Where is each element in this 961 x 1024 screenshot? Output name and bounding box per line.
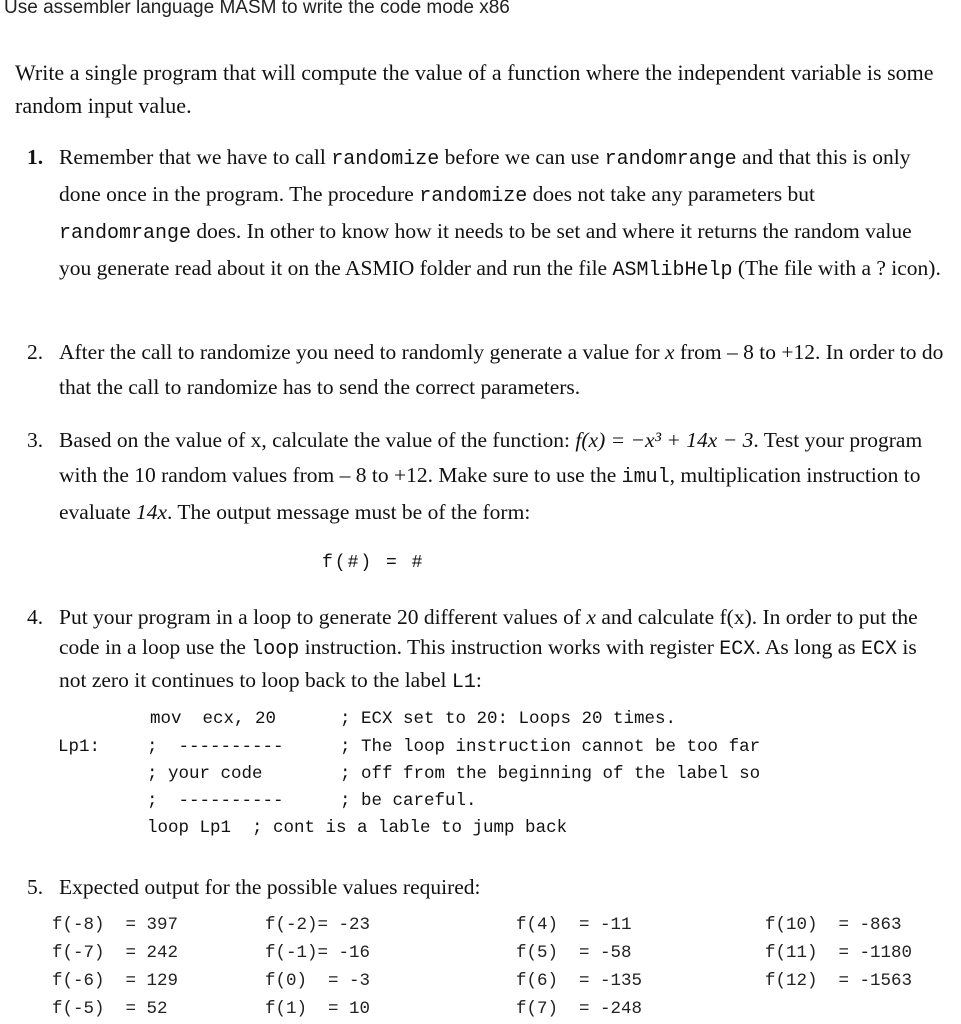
item-number: 5. <box>27 875 44 899</box>
code-comment: ; The loop instruction cannot be too far <box>340 737 761 757</box>
code-line: loop Lp1 ; cont is a lable to jump back <box>147 818 568 838</box>
code-term: randomrange <box>59 222 192 245</box>
list-item-1 <box>27 140 942 288</box>
code-line: ; ---------- <box>147 737 284 757</box>
intro-paragraph: Write a single program that will compute the value of a function where the independent variable is some random input value. <box>15 60 934 118</box>
item-text: , multiplication instruction to evaluate <box>59 463 921 524</box>
item-text: from – 8 to +12. In order to do that the call to randomize has to send the correct parameters. <box>59 340 944 399</box>
code-term: imul <box>621 466 670 489</box>
variable: x <box>664 340 675 364</box>
item-number: 1. <box>27 145 44 169</box>
output-value: f(7) = -248 <box>516 999 643 1019</box>
output-value: f(4) = -11 <box>516 915 632 935</box>
math-term: 14x <box>136 500 168 524</box>
code-line: mov ecx, 20 <box>150 709 277 729</box>
item-number: 2. <box>27 340 44 364</box>
code-term: randomize <box>419 185 528 208</box>
variable: x <box>586 605 596 629</box>
output-value: f(6) = -135 <box>516 971 643 991</box>
item-text: and calculate f(x). In order to put the code in a loop use the <box>59 605 918 659</box>
item-text: Based on the value of x, calculate the value of the function: <box>59 428 576 452</box>
list-item-4 <box>27 602 939 698</box>
item-text: does. In other to know how it needs to be set and where it returns the random value you generate read about it on the ASMIO folder and run the file <box>59 219 912 280</box>
output-value: f(11) = -1180 <box>765 943 913 963</box>
code-term: loop <box>251 638 300 661</box>
output-value: f(-1)= -16 <box>265 943 371 963</box>
output-value: f(-7) = 242 <box>52 943 179 963</box>
item-text: and that this is only done once in the program. The procedure <box>59 145 911 206</box>
item-text: . The output message must be of the form: <box>167 500 531 524</box>
code-term: ECX <box>719 638 756 661</box>
code-term: L1 <box>451 671 476 694</box>
code-comment: ; off from the beginning of the label so <box>340 764 761 784</box>
code-term: randomize <box>331 148 440 171</box>
output-value: f(10) = -863 <box>765 915 902 935</box>
item-text: (The file with a ? icon). <box>732 256 941 280</box>
item-text: . As long as <box>755 635 862 659</box>
output-value: f(-6) = 129 <box>52 971 179 991</box>
list-item-2 <box>27 335 947 405</box>
output-value: f(5) = -58 <box>516 943 632 963</box>
code-comment: ; ECX set to 20: Loops 20 times. <box>340 709 677 729</box>
list-item-3 <box>27 423 947 530</box>
item-text: After the call to randomize you need to randomly generate a value for <box>59 340 665 364</box>
item-text: instruction. This instruction works with register <box>299 635 720 659</box>
output-value: f(12) = -1563 <box>765 971 913 991</box>
page-header: Use assembler language MASM to write the code mode x86 <box>4 0 510 18</box>
item-text: . Test your program with the 10 random values from – 8 to +12. Make sure to use the <box>59 428 923 487</box>
function-formula: f(x) = −x³ + 14x − 3 <box>575 428 754 452</box>
item-text: Remember that we have to call <box>59 145 332 169</box>
item-text: before we can use <box>439 145 605 169</box>
output-value: f(0) = -3 <box>265 971 371 991</box>
item-number: 3. <box>27 428 44 452</box>
list-item-5 <box>27 870 927 905</box>
item-text: does not take any parameters but <box>527 182 815 206</box>
output-format: f(#) = # <box>322 553 425 573</box>
item-text: Expected output for the possible values required: <box>59 875 481 899</box>
code-comment: ; be careful. <box>340 791 477 811</box>
item-text: : <box>475 668 482 692</box>
item-text: Put your program in a loop to generate 20 different values of <box>59 605 587 629</box>
code-label: Lp1: <box>58 737 101 757</box>
output-value: f(1) = 10 <box>265 999 371 1019</box>
code-line: ; ---------- <box>147 791 284 811</box>
code-term: ECX <box>861 638 898 661</box>
item-number: 4. <box>27 605 44 629</box>
output-value: f(-8) = 397 <box>52 915 179 935</box>
code-term: ASMlibHelp <box>612 259 733 282</box>
code-line: ; your code <box>147 764 263 784</box>
code-term: randomrange <box>604 148 737 171</box>
item-text: is not zero it continues to loop back to the label <box>59 635 917 692</box>
output-value: f(-5) = 52 <box>52 999 168 1019</box>
output-value: f(-2)= -23 <box>265 915 371 935</box>
